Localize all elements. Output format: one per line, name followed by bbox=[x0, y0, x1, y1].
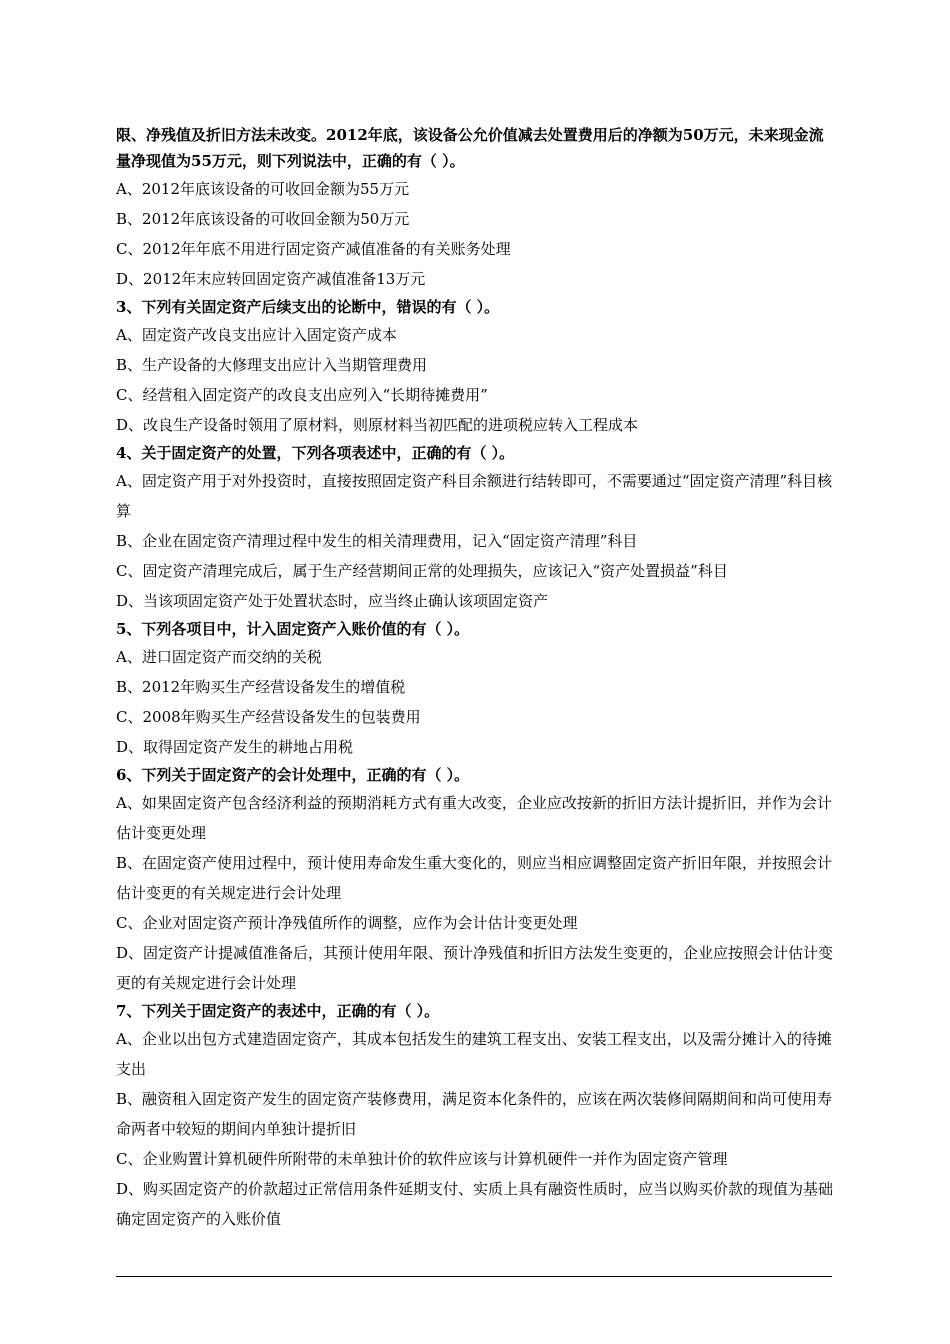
question-3-option-b: B、生产设备的大修理支出应计入当期管理费用 bbox=[116, 356, 428, 374]
question-5-option-c: C、2008年购买生产经营设备发生的包装费用 bbox=[116, 708, 421, 726]
question-4-option-d: D、当该项固定资产处于处置状态时，应当终止确认该项固定资产 bbox=[116, 592, 549, 610]
question-6-option-b: B、在固定资产使用过程中，预计使用寿命发生重大变化的，则应当相应调整固定资产折旧年限，并按照会计估计变更的有关规定进行会计处理 bbox=[116, 854, 833, 902]
question-5-option-a: A、进口固定资产而交纳的关税 bbox=[116, 648, 322, 666]
question-4-option-b: B、企业在固定资产清理过程中发生的相关清理费用，记入“固定资产清理”科目 bbox=[116, 532, 638, 550]
question-7-option-a: A、企业以出包方式建造固定资产，其成本包括发生的建筑工程支出、安装工程支出，以及需分摊计入的待摊支出 bbox=[116, 1030, 832, 1078]
question-2-option-a: A、2012年底该设备的可收回金额为55万元 bbox=[116, 180, 410, 198]
question-5-option-b: B、2012年购买生产经营设备发生的增值税 bbox=[116, 678, 406, 696]
document-body bbox=[116, 122, 836, 1234]
question-3-option-d: D、改良生产设备时领用了原材料，则原材料当初匹配的进项税应转入工程成本 bbox=[116, 416, 639, 434]
question-7-option-b: B、融资租入固定资产发生的固定资产装修费用，满足资本化条件的，应该在两次装修间隔期间和尚可使用寿命两者中较短的期间内单独计提折旧 bbox=[116, 1090, 833, 1138]
question-5-stem: 5、下列各项目中，计入固定资产入账价值的有（ ）。 bbox=[116, 620, 470, 638]
question-2-option-c: C、2012年年底不用进行固定资产减值准备的有关账务处理 bbox=[116, 240, 511, 258]
question-6-option-a: A、如果固定资产包含经济利益的预期消耗方式有重大改变，企业应改按新的折旧方法计提折旧，并作为会计估计变更处理 bbox=[116, 794, 832, 842]
question-2-stem: 限、净残值及折旧方法未改变。2012年底，该设备公允价值减去处置费用后的净额为50万元，未来现金流量净现值为55万元，则下列说法中，正确的有（ ）。 bbox=[116, 126, 824, 170]
question-2-option-d: D、2012年末应转回固定资产减值准备13万元 bbox=[116, 270, 426, 288]
question-6-option-d: D、固定资产计提减值准备后，其预计使用年限、预计净残值和折旧方法发生变更的，企业应按照会计估计变更的有关规定进行会计处理 bbox=[116, 944, 834, 992]
question-6-option-c: C、企业对固定资产预计净残值所作的调整，应作为会计估计变更处理 bbox=[116, 914, 578, 932]
question-3-stem: 3、下列有关固定资产后续支出的论断中，错误的有（ ）。 bbox=[116, 298, 500, 316]
question-5-option-d: D、取得固定资产发生的耕地占用税 bbox=[116, 738, 354, 756]
question-7-stem: 7、下列关于固定资产的表述中，正确的有（ ）。 bbox=[116, 1002, 440, 1020]
footer-divider bbox=[116, 1276, 832, 1277]
question-7-option-d: D、购买固定资产的价款超过正常信用条件延期支付、实质上具有融资性质时，应当以购买价款的现值为基础确定固定资产的入账价值 bbox=[116, 1180, 834, 1228]
question-3-option-c: C、经营租入固定资产的改良支出应列入“长期待摊费用” bbox=[116, 386, 488, 404]
question-4-option-c: C、固定资产清理完成后，属于生产经营期间正常的处理损失，应该记入“资产处置损益”科目 bbox=[116, 562, 728, 580]
question-7-option-c: C、企业购置计算机硬件所附带的未单独计价的软件应该与计算机硬件一并作为固定资产管理 bbox=[116, 1150, 728, 1168]
question-4-stem: 4、关于固定资产的处置，下列各项表述中，正确的有（ ）。 bbox=[116, 444, 515, 462]
question-2-option-b: B、2012年底该设备的可收回金额为50万元 bbox=[116, 210, 410, 228]
question-6-stem: 6、下列关于固定资产的会计处理中，正确的有（ ）。 bbox=[116, 766, 470, 784]
question-4-option-a: A、固定资产用于对外投资时，直接按照固定资产科目余额进行结转即可，不需要通过“固定资产清理”科目核算 bbox=[116, 472, 833, 520]
question-3-option-a: A、固定资产改良支出应计入固定资产成本 bbox=[116, 326, 397, 344]
